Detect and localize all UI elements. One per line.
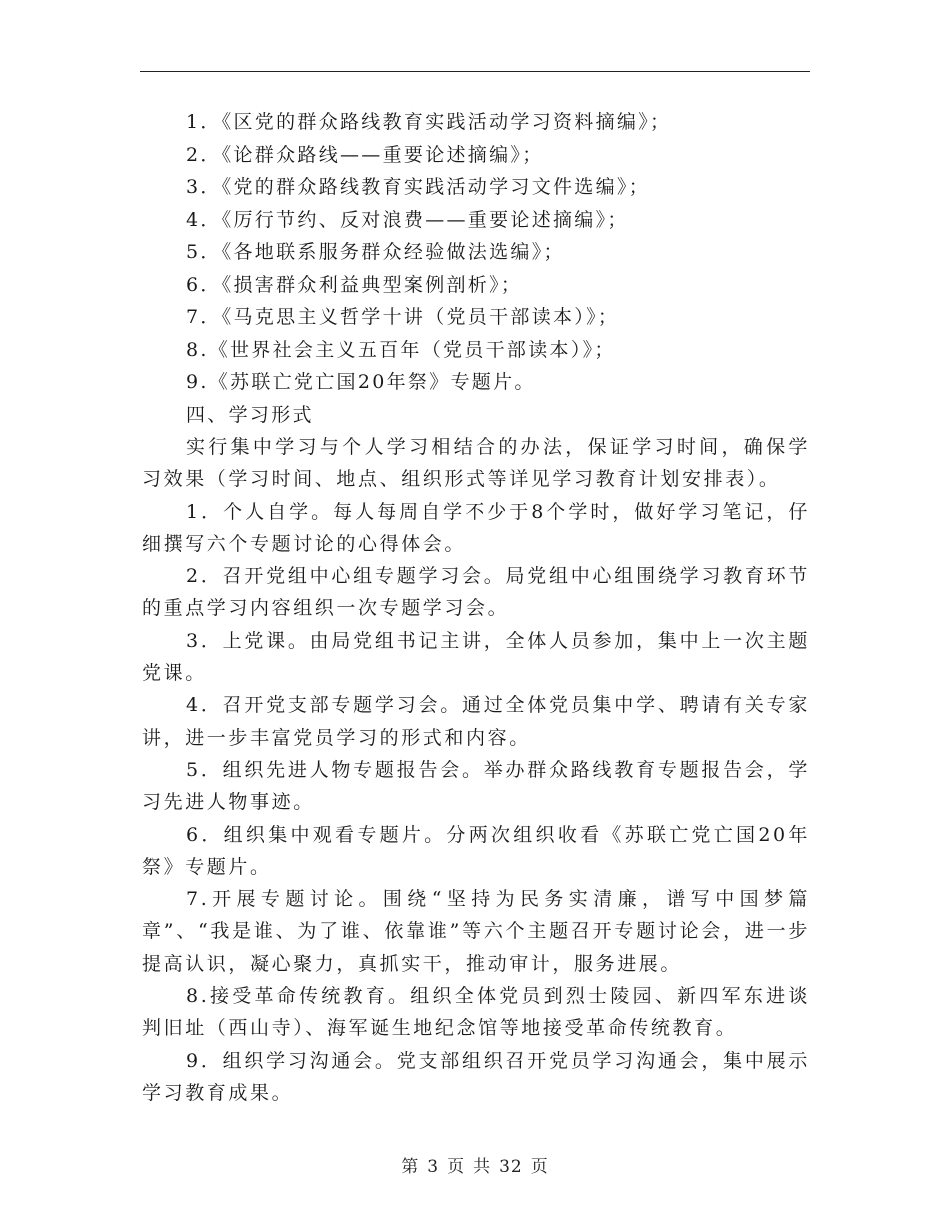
method-paragraph: 1．个人自学。每人每周自学不少于8个学时，做好学习笔记，仔细撰写六个专题讨论的心得体会。 bbox=[142, 500, 810, 555]
method-paragraph: 4．召开党支部专题学习会。通过全体党员集中学、聘请有关专家讲，进一步丰富党员学习的形式和内容。 bbox=[142, 694, 810, 749]
intro-paragraph: 实行集中学习与个人学习相结合的办法，保证学习时间，确保学习效果（学习时间、地点、组织形式等详见学习教育计划安排表）。 bbox=[142, 436, 810, 491]
method-paragraph: 3．上党课。由局党组书记主讲，全体人员参加，集中上一次主题党课。 bbox=[142, 629, 810, 685]
footer-page-unit: 页 bbox=[447, 1157, 466, 1177]
reading-list-item: 1．《区党的群众路线教育实践活动学习资料摘编》； bbox=[186, 111, 672, 133]
method-paragraph: 7.开展专题讨论。围绕“坚持为民务实清廉，谱写中国梦篇章”、“我是谁、为了谁、依靠谁”等六个主题召开专题讨论会，进一步提高认识，凝心聚力，真抓实干，推动审计，服务进展。 bbox=[142, 888, 810, 975]
reading-list-item: 6．《损害群众利益典型案例剖析》； bbox=[186, 273, 523, 296]
reading-list-item: 4．《厉行节约、反对浪费——重要论述摘编》； bbox=[186, 208, 629, 231]
method-paragraph: 8.接受革命传统教育。组织全体党员到烈士陵园、新四军东进谈判旧址（西山寺）、海军诞生地纪念馆等地接受革命传统教育。 bbox=[142, 985, 810, 1040]
study-methods-list bbox=[142, 496, 810, 1110]
reading-list-item: 2．《论群众路线——重要论述摘编》； bbox=[186, 143, 544, 166]
reading-list-item: 5．《各地联系服务群众经验做法选编》； bbox=[186, 241, 565, 263]
header-rule bbox=[140, 71, 810, 72]
footer-page-number: 3 bbox=[427, 1157, 440, 1177]
method-paragraph: 6．组织集中观看专题片。分两次组织收看《苏联亡党亡国20年祭》专题片。 bbox=[142, 823, 810, 878]
footer-total-unit: 页 bbox=[530, 1157, 549, 1177]
reading-list-item: 8.《世界社会主义五百年（党员干部读本）》； bbox=[186, 338, 616, 361]
footer-total-pages: 32 bbox=[499, 1157, 523, 1177]
section-heading: 四、学习形式 bbox=[186, 403, 314, 426]
document-body bbox=[142, 106, 810, 1109]
reading-list-item: 3．《党的群众路线教育实践活动学习文件选编》； bbox=[186, 176, 650, 198]
reading-list-item: 7．《马克思主义哲学十讲（党员干部读本）》； bbox=[186, 306, 620, 328]
method-paragraph: 5．组织先进人物专题报告会。举办群众路线教育专题报告会，学习先进人物事迹。 bbox=[142, 758, 810, 814]
reading-list-item: 9.《苏联亡党亡国20年祭》专题片。 bbox=[186, 371, 536, 393]
footer-prefix: 第 bbox=[401, 1157, 420, 1177]
method-paragraph: 9．组织学习沟通会。党支部组织召开党员学习沟通会，集中展示学习教育成果。 bbox=[142, 1049, 810, 1104]
reading-list bbox=[142, 106, 810, 399]
footer-total-label: 共 bbox=[473, 1157, 492, 1177]
page-footer bbox=[0, 1152, 950, 1177]
method-paragraph: 2．召开党组中心组专题学习会。局党组中心组围绕学习教育环节的重点学习内容组织一次专题学习会。 bbox=[142, 565, 810, 620]
